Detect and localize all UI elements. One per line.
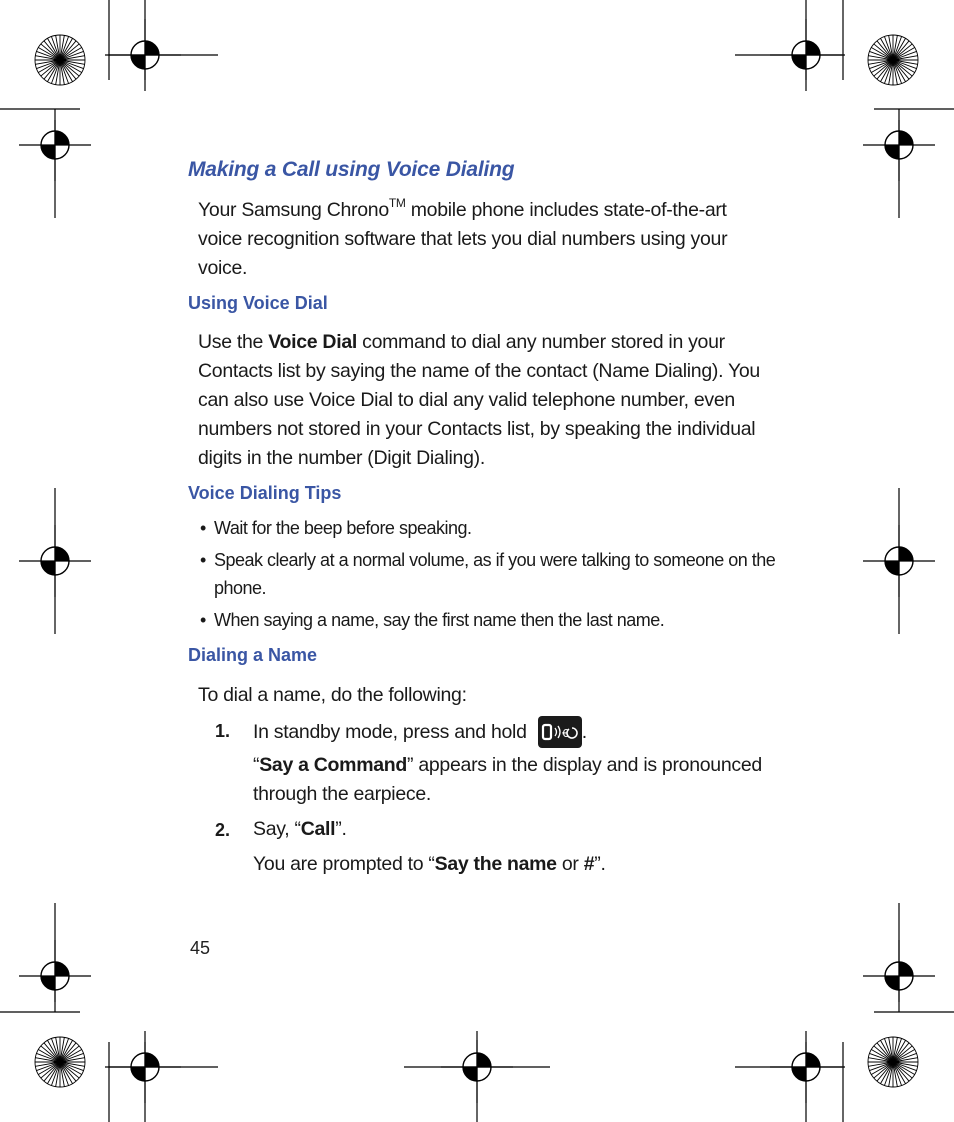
bullet-icon: • [200, 610, 206, 630]
voice-dial-line-4: numbers not stored in your Contacts list, by speaking the individual [198, 418, 756, 440]
heading-voice-dialing-tips: Voice Dialing Tips [188, 483, 342, 503]
section-title: Making a Call using Voice Dialing [188, 158, 515, 181]
heading-using-voice-dial: Using Voice Dial [188, 293, 328, 313]
voice-dial-key-icon [538, 716, 582, 748]
trademark-mark: TM [388, 196, 406, 210]
svg-text:€: € [561, 727, 569, 740]
step-2-number: 2. [215, 820, 231, 840]
voice-dial-line-1: Use the Voice Dial command to dial any number stored in your [198, 331, 725, 353]
bullet-icon: • [200, 550, 206, 570]
step-1-text: In standby mode, press and hold € . [253, 716, 793, 748]
step-2-text: Say, “Call”. [253, 818, 347, 840]
page-number: 45 [190, 938, 211, 958]
voice-dial-paragraph [198, 328, 788, 473]
bullet-icon: • [200, 518, 206, 538]
intro-paragraph [198, 196, 788, 283]
step-1-result: “Say a Command” appears in the display and is pronounced through the earpiece. [253, 754, 762, 805]
step-2-result: You are prompted to “Say the name or #”. [253, 853, 606, 875]
heading-dialing-a-name: Dialing a Name [188, 645, 318, 665]
voice-dial-line-3: can also use Voice Dial to dial any valid telephone number, even [198, 389, 735, 411]
voice-dial-line-5: digits in the number (Digit Dialing). [198, 447, 485, 469]
tip-bullet-2: • Speak clearly at a normal volume, as if you were talking to someone on the phone. [200, 546, 800, 602]
dialing-intro: To dial a name, do the following: [198, 684, 467, 706]
step-1-number: 1. [215, 721, 231, 741]
intro-line-1: Your Samsung Chrono™ mobile phone includes state-of-the-art [198, 196, 727, 221]
voice-dial-line-2: Contacts list by saying the name of the contact (Name Dialing). You [198, 360, 760, 382]
tip-bullet-1: • Wait for the beep before speaking. [200, 514, 800, 542]
intro-line-3: voice. [198, 257, 248, 279]
intro-line-2: voice recognition software that lets you dial numbers using your [198, 228, 728, 250]
tip-bullet-3: • When saying a name, say the first name then the last name. [200, 606, 800, 634]
